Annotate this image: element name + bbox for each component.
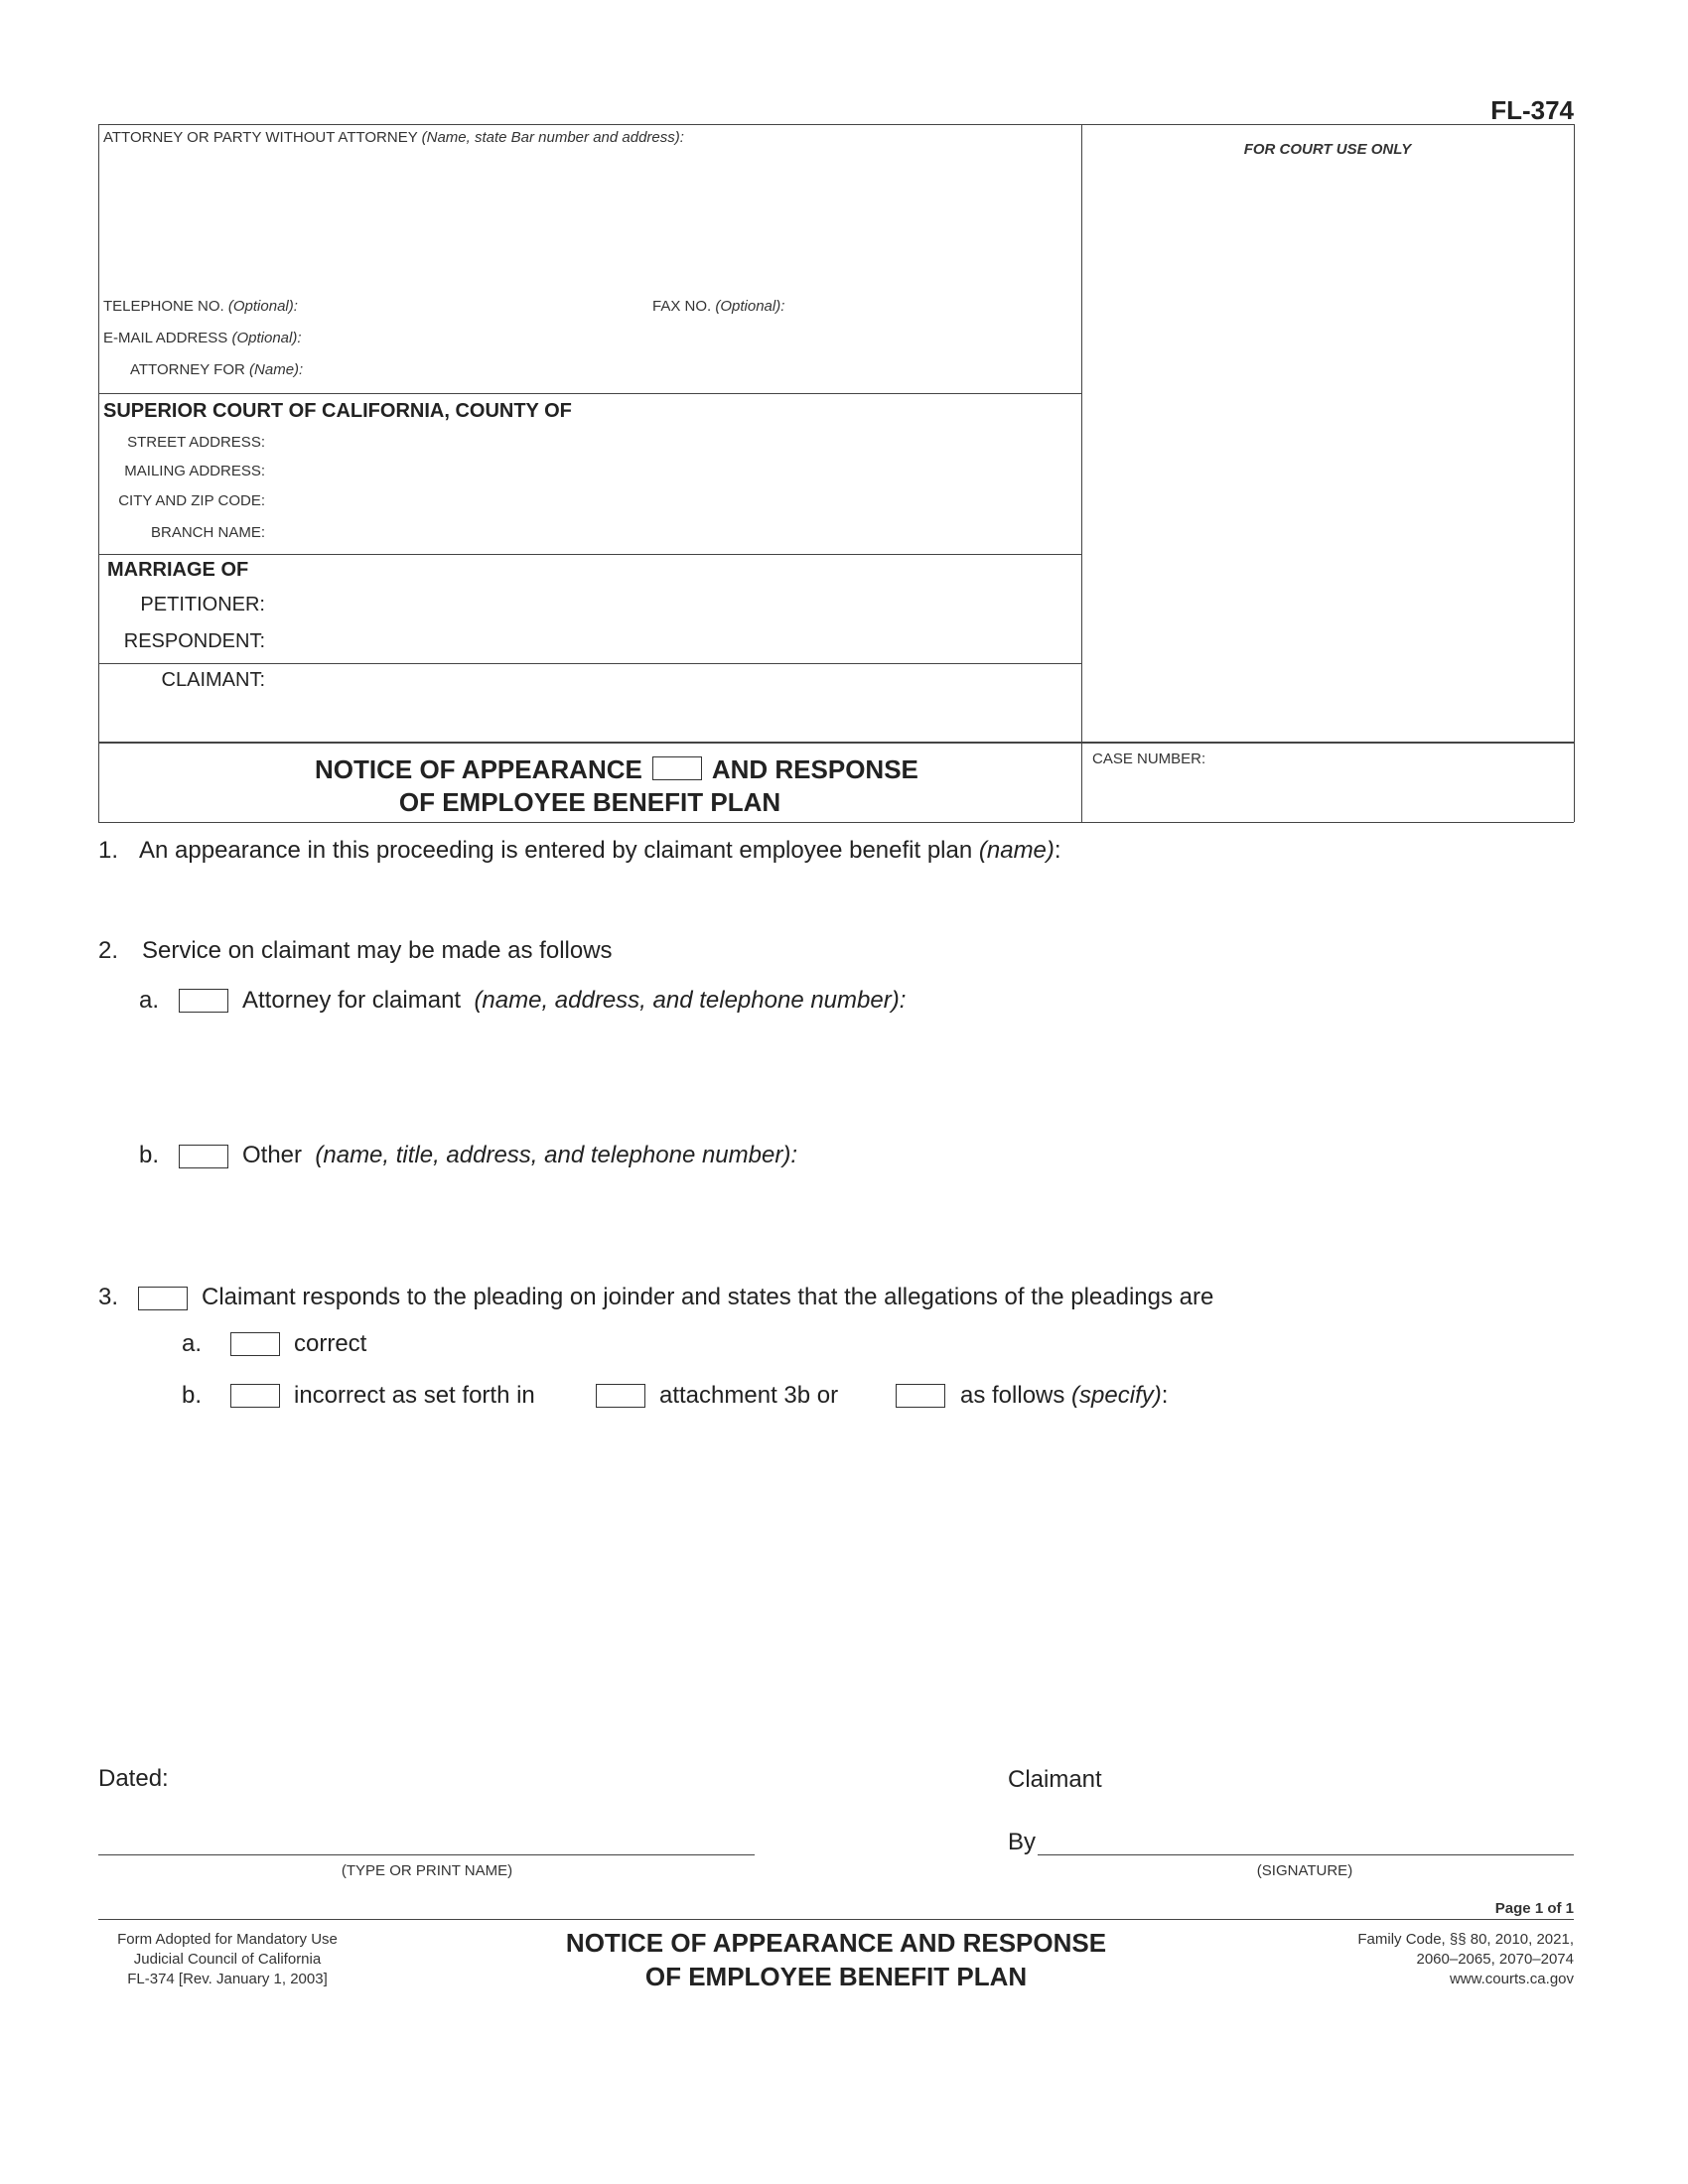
as-follows-checkbox[interactable] bbox=[896, 1384, 945, 1408]
divider bbox=[98, 554, 1081, 555]
attorney-for-field[interactable] bbox=[130, 361, 303, 378]
claimant-sig-label: Claimant bbox=[1008, 1766, 1102, 1793]
email-field[interactable] bbox=[103, 330, 302, 346]
hint: (specify) bbox=[1071, 1382, 1162, 1409]
signature-line[interactable] bbox=[1038, 1854, 1574, 1855]
court-name: SUPERIOR COURT OF CALIFORNIA, COUNTY OF bbox=[103, 400, 572, 422]
text: Other bbox=[242, 1142, 303, 1168]
item-3b-checkbox[interactable] bbox=[230, 1384, 280, 1408]
label: ATTORNEY FOR bbox=[130, 361, 245, 378]
title-text: AND RESPONSE bbox=[711, 754, 918, 784]
divider bbox=[1574, 124, 1575, 822]
label: TELEPHONE NO. bbox=[103, 298, 224, 315]
divider bbox=[98, 124, 1574, 125]
footer-title bbox=[447, 1926, 1225, 1993]
divider bbox=[98, 822, 1574, 823]
mailing-address-label: MAILING ADDRESS: bbox=[124, 463, 265, 479]
item-1-number: 1. bbox=[98, 837, 119, 864]
title-line-2: OF EMPLOYEE BENEFIT PLAN bbox=[398, 787, 781, 817]
footer-right-line: Family Code, §§ 80, 2010, 2021, bbox=[1357, 1931, 1574, 1948]
respondent-label: RESPONDENT: bbox=[123, 630, 265, 652]
attorney-label bbox=[103, 129, 684, 146]
case-number-label: CASE NUMBER: bbox=[1092, 751, 1206, 767]
street-address-label: STREET ADDRESS: bbox=[127, 434, 265, 451]
item-2b-checkbox[interactable] bbox=[179, 1145, 228, 1168]
footer-title-line: OF EMPLOYEE BENEFIT PLAN bbox=[644, 1962, 1028, 1991]
city-zip-label: CITY AND ZIP CODE: bbox=[118, 492, 265, 509]
attachment-3b-checkbox[interactable] bbox=[596, 1384, 645, 1408]
divider bbox=[98, 393, 1081, 394]
item-3b-text: incorrect as set forth in bbox=[294, 1382, 535, 1409]
item-2-number: 2. bbox=[98, 937, 119, 964]
text: Attorney for claimant bbox=[242, 987, 462, 1014]
by-label: By bbox=[1008, 1829, 1037, 1855]
label: E-MAIL ADDRESS bbox=[103, 330, 228, 346]
page-number: Page 1 of 1 bbox=[1494, 1900, 1574, 1917]
item-3-checkbox[interactable] bbox=[138, 1287, 188, 1310]
attachment-3b-text: attachment 3b or bbox=[659, 1382, 839, 1409]
item-2b-number: b. bbox=[139, 1142, 160, 1168]
petitioner-label: PETITIONER: bbox=[140, 594, 265, 615]
hint: (name) bbox=[978, 837, 1055, 864]
title-text: NOTICE OF APPEARANCE bbox=[315, 754, 642, 784]
as-follows-text: as follows (specify): bbox=[960, 1382, 1169, 1409]
court-use-text: FOR COURT USE ONLY bbox=[1243, 141, 1412, 158]
print-name-line[interactable] bbox=[98, 1854, 755, 1855]
footer-title-line: NOTICE OF APPEARANCE AND RESPONSE bbox=[565, 1928, 1107, 1958]
item-3b-number: b. bbox=[182, 1382, 203, 1409]
hint: (Optional): bbox=[231, 330, 302, 346]
branch-name-label: BRANCH NAME: bbox=[150, 524, 265, 541]
divider bbox=[98, 742, 1574, 744]
hint: (Optional): bbox=[227, 298, 298, 315]
footer-left-line: Judicial Council of California bbox=[133, 1951, 322, 1968]
hint: (Name): bbox=[249, 361, 304, 378]
type-name-caption: (TYPE OR PRINT NAME) bbox=[341, 1862, 513, 1879]
form-id: FL-374 bbox=[1490, 95, 1574, 125]
court-use-label bbox=[1081, 141, 1574, 158]
item-2b-text bbox=[242, 1142, 797, 1169]
item-2a-text bbox=[242, 987, 906, 1015]
label: ATTORNEY OR PARTY WITHOUT ATTORNEY bbox=[103, 129, 418, 146]
item-3a-number: a. bbox=[182, 1330, 203, 1357]
text: as follows bbox=[960, 1382, 1065, 1409]
fax-field[interactable] bbox=[652, 298, 784, 315]
marriage-of-label: MARRIAGE OF bbox=[107, 559, 249, 581]
footer-divider bbox=[98, 1919, 1574, 1920]
claimant-label: CLAIMANT: bbox=[161, 669, 265, 691]
response-checkbox[interactable] bbox=[652, 756, 702, 780]
item-3a-checkbox[interactable] bbox=[230, 1332, 280, 1356]
footer-left bbox=[98, 1930, 356, 1989]
footer-right bbox=[1357, 1930, 1574, 1989]
label: FAX NO. bbox=[652, 298, 712, 315]
item-2-text: Service on claimant may be made as follows bbox=[142, 937, 613, 964]
hint: (Name, state Bar number and address): bbox=[421, 129, 684, 146]
hint: (Optional): bbox=[715, 298, 785, 315]
hint: (name, title, address, and telephone number): bbox=[315, 1142, 797, 1168]
item-1-text: An appearance in this proceeding is entered by claimant employee benefit plan (name): bbox=[139, 837, 1061, 864]
item-3a-text: correct bbox=[294, 1330, 367, 1357]
signature-caption: (SIGNATURE) bbox=[1256, 1862, 1353, 1879]
item-3-text: Claimant responds to the pleading on joinder and states that the allegations of the pleadings are bbox=[202, 1284, 1214, 1310]
divider bbox=[1081, 124, 1082, 822]
telephone-field[interactable] bbox=[103, 298, 298, 315]
text: An appearance in this proceeding is entered by claimant employee benefit plan bbox=[139, 837, 973, 864]
hint: (name, address, and telephone number): bbox=[474, 987, 907, 1014]
title-line-1 bbox=[315, 754, 918, 785]
footer-right-line: 2060–2065, 2070–2074 bbox=[1416, 1951, 1574, 1968]
dated-label: Dated: bbox=[98, 1765, 169, 1792]
courts-link[interactable]: www.courts.ca.gov bbox=[1449, 1971, 1574, 1987]
divider bbox=[98, 663, 1081, 664]
item-2a-number: a. bbox=[139, 987, 160, 1014]
footer-left-line: Form Adopted for Mandatory Use bbox=[117, 1931, 338, 1948]
footer-left-line: FL-374 [Rev. January 1, 2003] bbox=[127, 1971, 328, 1987]
item-3-number: 3. bbox=[98, 1284, 119, 1310]
item-2a-checkbox[interactable] bbox=[179, 989, 228, 1013]
